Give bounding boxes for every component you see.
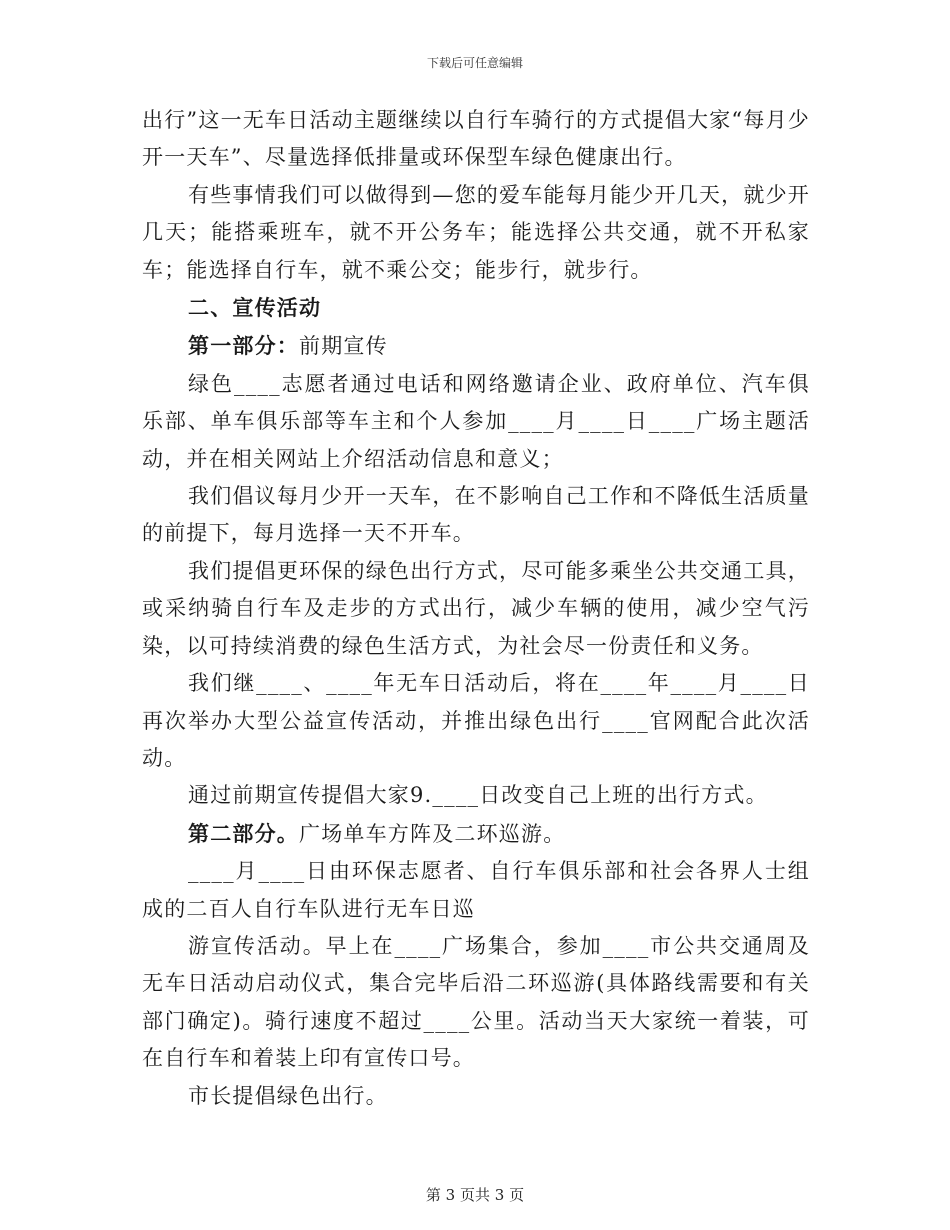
paragraph-green-travel: 我们提倡更环保的绿色出行方式，尽可能多乘坐公共交通工具，或采纳骑自行车及走步的方式出行，减少车辆的使用，减少空气污染，以可持续消费的绿色生活方式，为社会尽一份责任和义务。 [142,558,810,658]
paragraph-cycling-team: ____月____日由环保志愿者、自行车俱乐部和社会各界人士组成的二百人自行车队进行无车日巡 [142,859,810,921]
part-one-title: 前期宣传 [299,334,388,359]
part-one-heading [142,327,810,365]
paragraph-parade: 游宣传活动。早上在____广场集合，参加____市公共交通周及无车日活动启动仪式，集合完毕后沿二环巡游(具体路线需要和有关部门确定)。骑行速度不超过____公里。活动当天大家统一着装，可在自行车和着装上印有宣传口号。 [142,933,810,1071]
paragraph-mayor: 市长提倡绿色出行。 [188,1083,388,1108]
page-footer: 第 3 页共 3 页 [425,1186,525,1204]
paragraph-proposal: 我们倡议每月少开一天车，在不影响自己工作和不降低生活质量的前提下，每月选择一天不开车。 [142,484,810,546]
part-two-title: 广场单车方阵及二环巡游。 [299,821,566,846]
paragraph-invitation: 绿色____志愿者通过电话和网络邀请企业、政府单位、汽车俱乐部、单车俱乐部等车主和个人参加____月____日____广场主题活动，并在相关网站上介绍活动信息和意义； [142,371,810,471]
section-heading-publicity [142,289,810,327]
heading-text: 二、宣传活动 [188,295,322,321]
paragraph-continuation: 出行”这一无车日活动主题继续以自行车骑行的方式提倡大家“每月少开一天车”、尽量选择低排量或环保型车绿色健康出行。 [142,108,810,170]
paragraph-event-plan: 我们继____、____年无车日活动后，将在____年____月____日再次举办大型公益宣传活动，并推出绿色出行____官网配合此次活动。 [142,671,810,770]
page-header: 下载后可任意编辑 [426,56,523,70]
part-two-label: 第二部分。 [188,820,299,846]
paragraph-commitments: 有些事情我们可以做得到—您的爱车能每月能少开几天，就少开几天；能搭乘班车，就不开公务车；能选择公共交通，就不开私家车；能选择自行车，就不乘公交；能步行，就步行。 [142,182,810,282]
paragraph-commute-change: 通过前期宣传提倡大家9.____日改变自己上班的出行方式。 [188,783,768,808]
part-one-label: 第一部分： [188,333,299,359]
document-body [142,102,810,1115]
part-two-heading [142,815,810,853]
